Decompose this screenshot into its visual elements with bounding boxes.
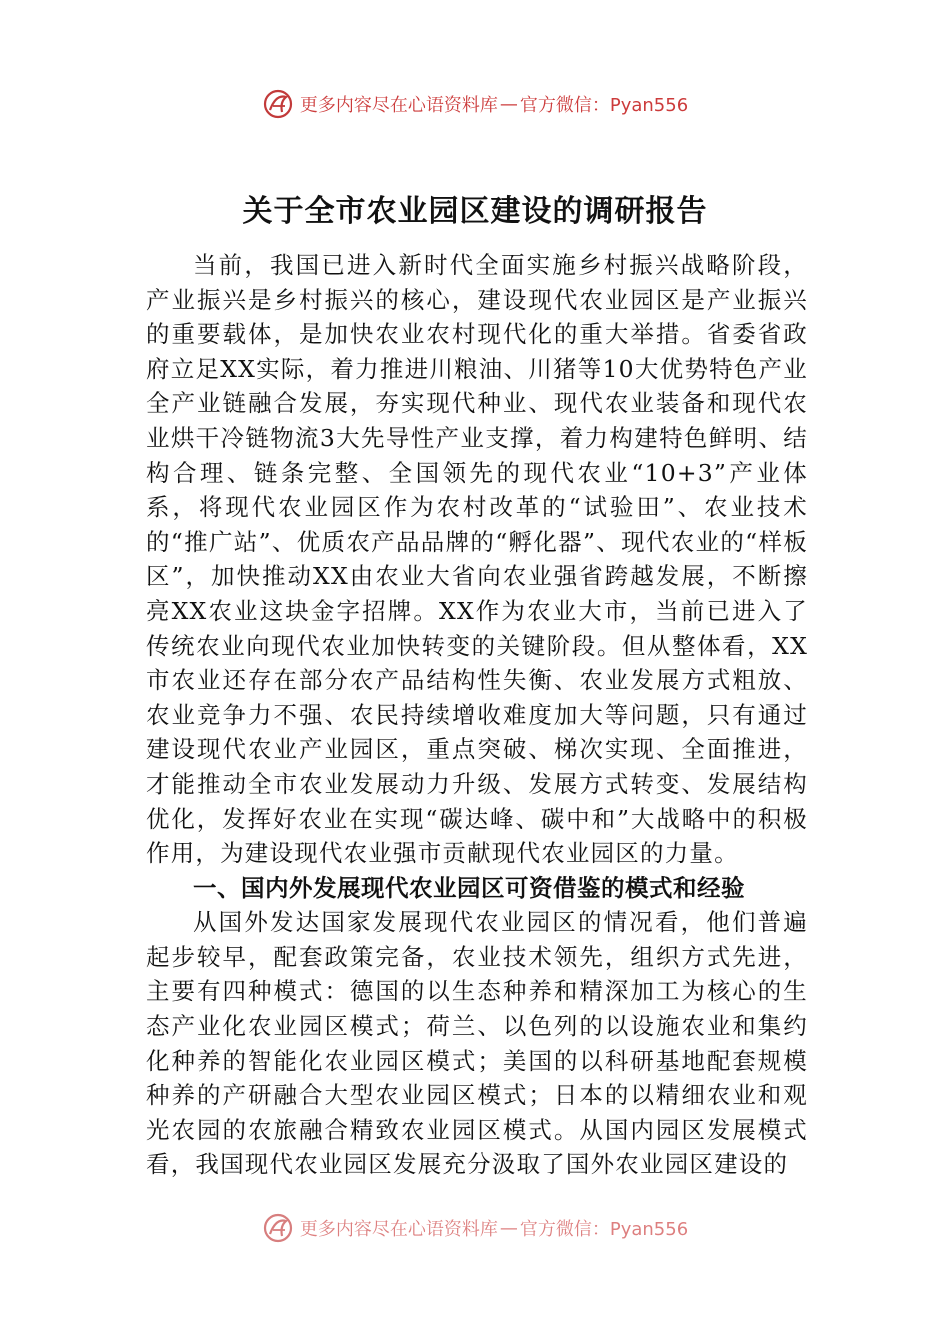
brand-logo-icon [262,88,294,120]
banner-wechat: 官方微信：Pyan556 [519,1219,689,1240]
body-paragraph: 从国外发达国家发展现代农业园区的情况看，他们普遍起步较早，配套政策完备，农业技术领先，组织方式先进，主要有四种模式：德国的以生态种养和精深加工为核心的生态产业化农业园区模式；荷兰、以色列的以设施农业和集约化种养的智能化农业园区模式；美国的以科研基地配套规模种养的产研融合大型农业园区模式；日本的以精细农业和观光农园的农旅融合精致农业园区模式。从国内园区发展模式看，我国现代农业园区发展充分汲取了国外农业园区建设的 [146,908,808,1179]
body-paragraph: 当前，我国已进入新时代全面实施乡村振兴战略阶段，产业振兴是乡村振兴的核心，建设现代农业园区是产业振兴的重要载体，是加快农业农村现代化的重大举措。省委省政府立足XX实际，着力推进川粮油、川猪等10大优势特色产业全产业链融合发展，夯实现代种业、现代农业装备和现代农业烘干冷链物流3大先导性产业支撑，着力构建特色鲜明、结构合理、链条完整、全国领先的现代农业“10+3”产业体系，将现代农业园区作为农村改革的“试验田”、农业技术的“推广站”、优质农产品品牌的“孵化器”、现代农业的“样板区”，加快推动XX由农业大省向农业强省跨越发展，不断擦亮XX农业这块金字招牌。XX作为农业大市，当前已进入了传统农业向现代农业加快转变的关键阶段。但从整体看，XX市农业还存在部分农产品结构性失衡、农业发展方式粗放、农业竞争力不强、农民持续增收难度加大等问题，只有通过建设现代农业产业园区，重点突破、梯次实现、全面推进，才能推动全市农业发展动力升级、发展方式转变、发展结构优化，发挥好农业在实现“碳达峰、碳中和”大战略中的积极作用，为建设现代农业强市贡献现代农业园区的力量。 [146,251,808,868]
document-body [146,248,808,1182]
header-banner[interactable] [0,84,950,124]
footer-banner[interactable] [0,1208,950,1248]
brand-logo-icon [262,1212,294,1244]
banner-separator: — [499,1217,518,1239]
document-title: 关于全市农业园区建设的调研报告 [242,194,708,229]
banner-separator: — [499,93,518,115]
banner-text: 更多内容尽在心语资料库 [299,1219,498,1240]
section-heading: 一、国内外发展现代农业园区可资借鉴的模式和经验 [193,873,745,902]
banner-text: 更多内容尽在心语资料库 [299,95,498,116]
banner-wechat: 官方微信：Pyan556 [519,95,689,116]
